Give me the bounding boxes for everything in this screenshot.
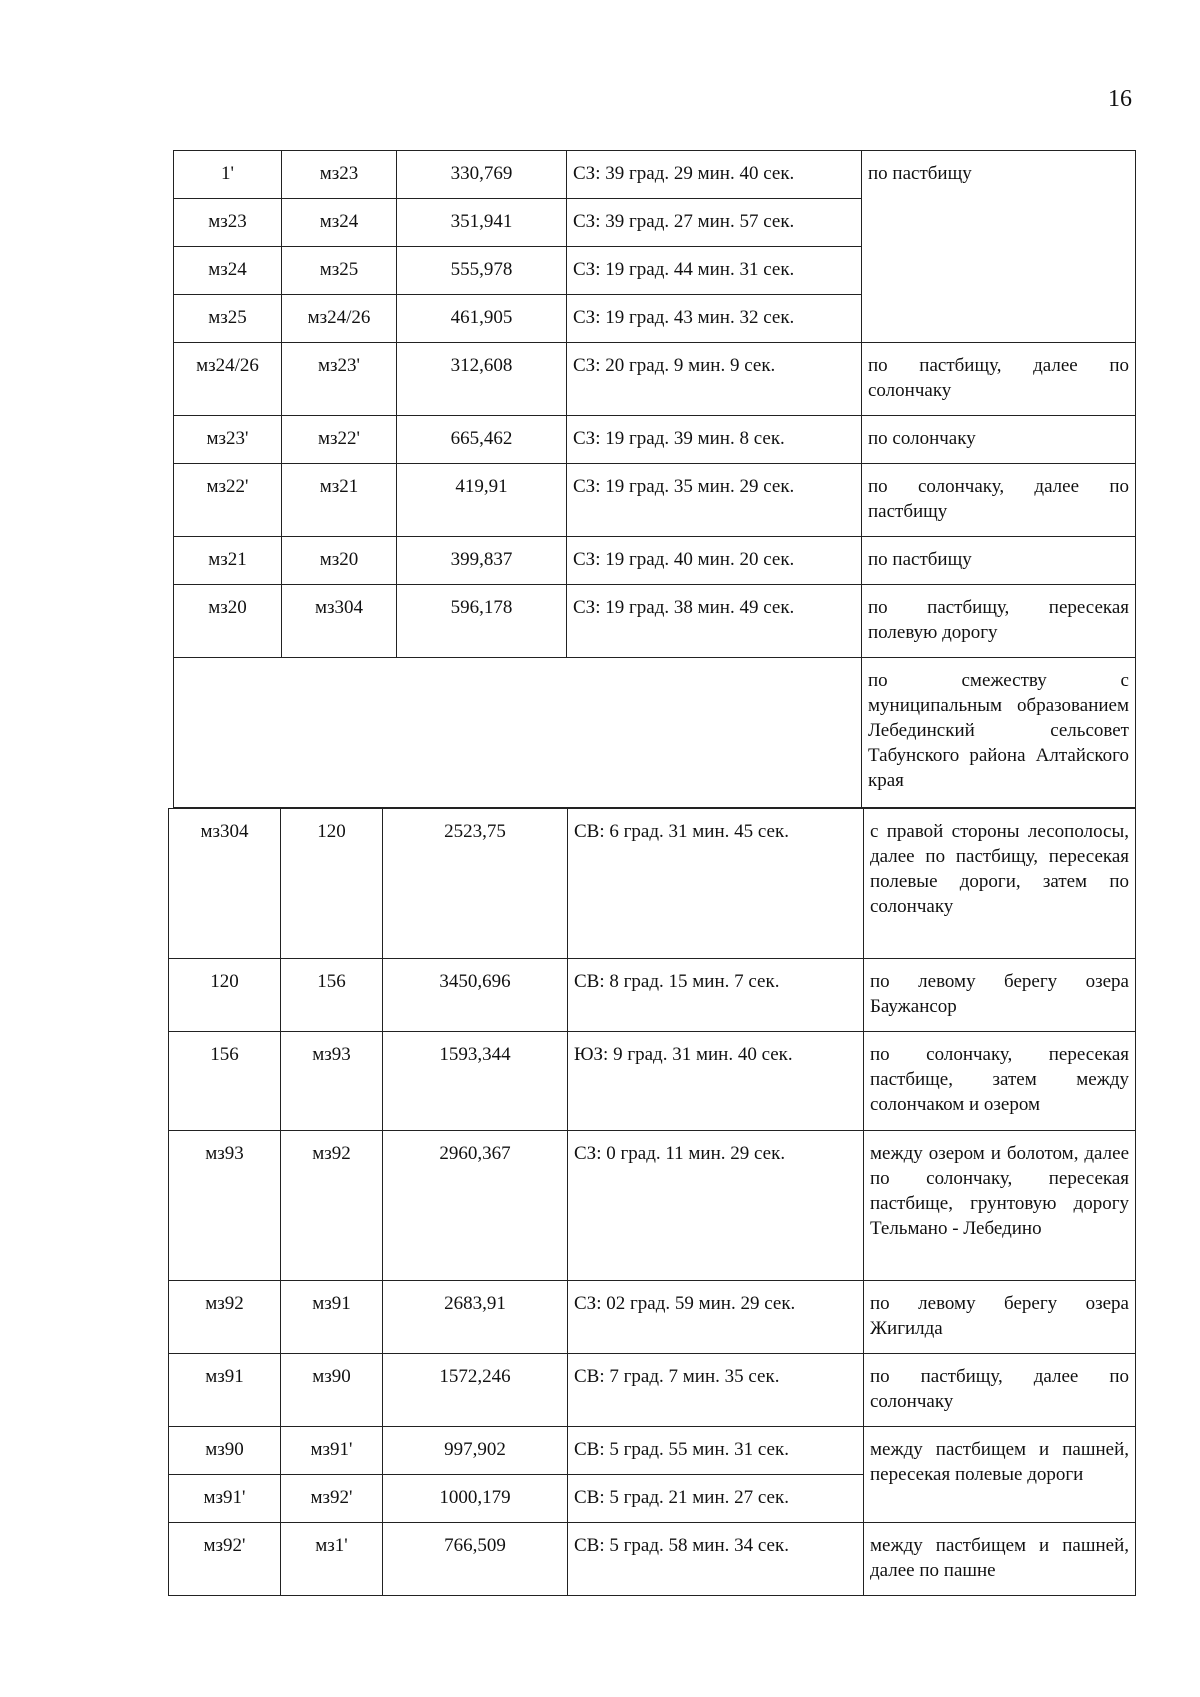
segment-length: 555,978: [397, 247, 567, 295]
table-row: [169, 1131, 1136, 1281]
table-row: [169, 1523, 1136, 1596]
segment-description: по левому берегу озера Баужансор: [864, 959, 1136, 1032]
table-row: [174, 537, 1136, 585]
segment-description: между пастбищем и пашней, далее по пашне: [864, 1523, 1136, 1596]
segment-description: по пастбищу, далее по солончаку: [862, 343, 1136, 416]
table-row: [174, 464, 1136, 537]
segment-length: 2523,75: [383, 809, 568, 959]
point-from: мз24: [174, 247, 282, 295]
segment-length: 399,837: [397, 537, 567, 585]
point-from: мз93: [169, 1131, 281, 1281]
point-to: мз22': [282, 416, 397, 464]
boundary-table-lower: [168, 808, 1136, 1596]
point-to: мз1': [281, 1523, 383, 1596]
segment-direction: СЗ: 02 град. 59 мин. 29 сек.: [568, 1281, 864, 1354]
point-to: мз20: [282, 537, 397, 585]
table-row: [169, 1281, 1136, 1354]
segment-description: между озером и болотом, далее по солончаку, пересекая пастбище, грунтовую дорогу Тельмано - Лебедино: [864, 1131, 1136, 1281]
point-from: мз21: [174, 537, 282, 585]
segment-direction: СЗ: 20 град. 9 мин. 9 сек.: [567, 343, 862, 416]
point-to: мз23: [282, 151, 397, 199]
segment-length: 1000,179: [383, 1475, 568, 1523]
segment-direction: ЮЗ: 9 град. 31 мин. 40 сек.: [568, 1032, 864, 1131]
segment-length: 665,462: [397, 416, 567, 464]
segment-direction: СЗ: 19 град. 39 мин. 8 сек.: [567, 416, 862, 464]
table-row: [174, 585, 1136, 658]
point-to: мз90: [281, 1354, 383, 1427]
segment-direction: СЗ: 39 град. 29 мин. 40 сек.: [567, 151, 862, 199]
point-to: 156: [281, 959, 383, 1032]
segment-direction: СЗ: 19 град. 38 мин. 49 сек.: [567, 585, 862, 658]
point-to: мз25: [282, 247, 397, 295]
segment-direction: СЗ: 0 град. 11 мин. 29 сек.: [568, 1131, 864, 1281]
table-row: [174, 343, 1136, 416]
point-from: мз91: [169, 1354, 281, 1427]
segment-direction: СЗ: 19 град. 40 мин. 20 сек.: [567, 537, 862, 585]
segment-length: 351,941: [397, 199, 567, 247]
segment-direction: СВ: 8 град. 15 мин. 7 сек.: [568, 959, 864, 1032]
point-from: мз23: [174, 199, 282, 247]
adjacency-note: по смежеству с муниципальным образованием Лебединский сельсовет Табунского района Алтайского края: [862, 658, 1136, 808]
table-row: [169, 959, 1136, 1032]
point-from: мз92': [169, 1523, 281, 1596]
point-to: мз93: [281, 1032, 383, 1131]
segment-length: 3450,696: [383, 959, 568, 1032]
point-from: 120: [169, 959, 281, 1032]
page-number: 16: [1108, 86, 1132, 112]
point-to: мз24/26: [282, 295, 397, 343]
point-to: мз21: [282, 464, 397, 537]
point-to: мз91: [281, 1281, 383, 1354]
segment-length: 1593,344: [383, 1032, 568, 1131]
point-from: 1': [174, 151, 282, 199]
point-to: 120: [281, 809, 383, 959]
segment-length: 330,769: [397, 151, 567, 199]
segment-direction: СЗ: 19 град. 35 мин. 29 сек.: [567, 464, 862, 537]
table-row: [169, 1032, 1136, 1131]
point-to: мз304: [282, 585, 397, 658]
segment-direction: СЗ: 19 град. 43 мин. 32 сек.: [567, 295, 862, 343]
segment-direction: СВ: 7 град. 7 мин. 35 сек.: [568, 1354, 864, 1427]
segment-length: 461,905: [397, 295, 567, 343]
segment-description: с правой стороны лесополосы, далее по пастбищу, пересекая полевые дороги, затем по солончаку: [864, 809, 1136, 959]
segment-length: 312,608: [397, 343, 567, 416]
segment-length: 419,91: [397, 464, 567, 537]
point-to: мз92: [281, 1131, 383, 1281]
point-from: мз22': [174, 464, 282, 537]
segment-length: 2683,91: [383, 1281, 568, 1354]
table-row-adjacency: [174, 658, 1136, 808]
segment-description: по солончаку, далее по пастбищу: [862, 464, 1136, 537]
table-row: [169, 1354, 1136, 1427]
segment-description: по пастбищу: [862, 537, 1136, 585]
segment-direction: СВ: 6 град. 31 мин. 45 сек.: [568, 809, 864, 959]
segment-description: по пастбищу: [862, 151, 1136, 343]
segment-description: по левому берегу озера Жигилда: [864, 1281, 1136, 1354]
segment-length: 997,902: [383, 1427, 568, 1475]
point-from: 156: [169, 1032, 281, 1131]
table-row: [169, 1427, 1136, 1475]
point-from: мз92: [169, 1281, 281, 1354]
segment-description: по пастбищу, далее по солончаку: [864, 1354, 1136, 1427]
point-from: мз24/26: [174, 343, 282, 416]
point-to: мз92': [281, 1475, 383, 1523]
segment-description: между пастбищем и пашней, пересекая полевые дороги: [864, 1427, 1136, 1523]
segment-direction: СЗ: 19 град. 44 мин. 31 сек.: [567, 247, 862, 295]
point-to: мз23': [282, 343, 397, 416]
point-from: мз90: [169, 1427, 281, 1475]
segment-length: 1572,246: [383, 1354, 568, 1427]
segment-description: по пастбищу, пересекая полевую дорогу: [862, 585, 1136, 658]
point-to: мз24: [282, 199, 397, 247]
segment-description: по солончаку: [862, 416, 1136, 464]
table-row: [174, 151, 1136, 199]
segment-length: 766,509: [383, 1523, 568, 1596]
segment-direction: СВ: 5 град. 58 мин. 34 сек.: [568, 1523, 864, 1596]
segment-length: 596,178: [397, 585, 567, 658]
segment-direction: СВ: 5 град. 55 мин. 31 сек.: [568, 1427, 864, 1475]
segment-description: по солончаку, пересекая пастбище, затем между солончаком и озером: [864, 1032, 1136, 1131]
point-from: мз25: [174, 295, 282, 343]
segment-direction: СЗ: 39 град. 27 мин. 57 сек.: [567, 199, 862, 247]
point-from: мз20: [174, 585, 282, 658]
segment-direction: СВ: 5 град. 21 мин. 27 сек.: [568, 1475, 864, 1523]
segment-length: 2960,367: [383, 1131, 568, 1281]
point-from: мз23': [174, 416, 282, 464]
table-row: [174, 416, 1136, 464]
boundary-table-upper: [173, 150, 1136, 808]
empty-merged-cell: [174, 658, 862, 808]
point-from: мз304: [169, 809, 281, 959]
point-from: мз91': [169, 1475, 281, 1523]
table-row: [169, 809, 1136, 959]
point-to: мз91': [281, 1427, 383, 1475]
